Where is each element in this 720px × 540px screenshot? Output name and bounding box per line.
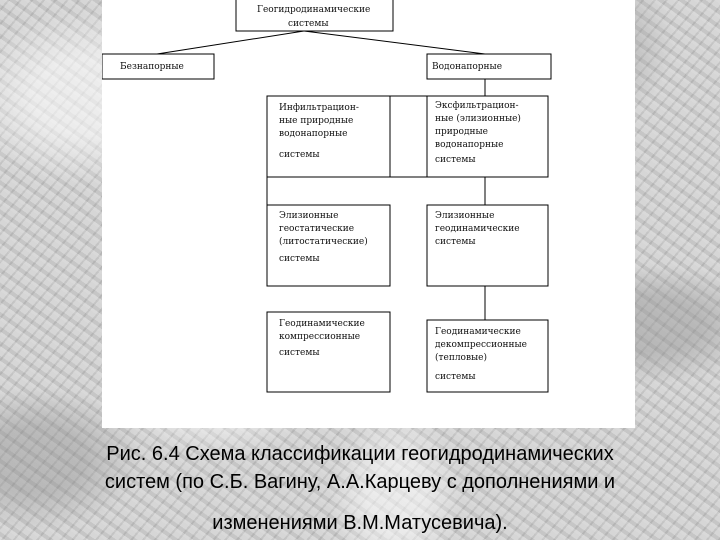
confined-label: Водонапорные: [432, 62, 503, 72]
infiltration-label: Инфильтрацион- ные природные водонапорные системы: [279, 103, 359, 160]
figure-caption: [0, 440, 720, 537]
geodynamic-decompression-label: Геодинамические декомпрессионные (тепловые) системы: [435, 327, 527, 382]
exfiltration-label: Эксфильтрацион- ные (элизионные) природные водонапорные системы: [435, 101, 521, 165]
diagram-panel: [102, 0, 635, 428]
connector-root-right: [304, 31, 485, 54]
classification-diagram: [102, 0, 635, 428]
caption-line-2: систем (по С.Б. Вагину, А.А.Карцеву с дополнениями и: [104, 471, 616, 493]
elision-geodynamic-label: Элизионные геодинамические системы: [435, 211, 520, 247]
geodynamic-compression-label: Геодинамические компрессионные системы: [279, 319, 365, 358]
connector-root-left: [157, 31, 304, 54]
caption-line-3: изменениями В.М.Матусевича).: [212, 512, 508, 534]
unconfined-label: Безнапорные: [120, 62, 184, 72]
caption-line-1: Рис. 6.4 Схема классификации геогидродинамических: [106, 443, 614, 465]
elision-geostatic-label: Элизионные геостатические (литостатические) системы: [279, 211, 368, 264]
root-label: Геогидродинамические системы: [257, 5, 371, 29]
